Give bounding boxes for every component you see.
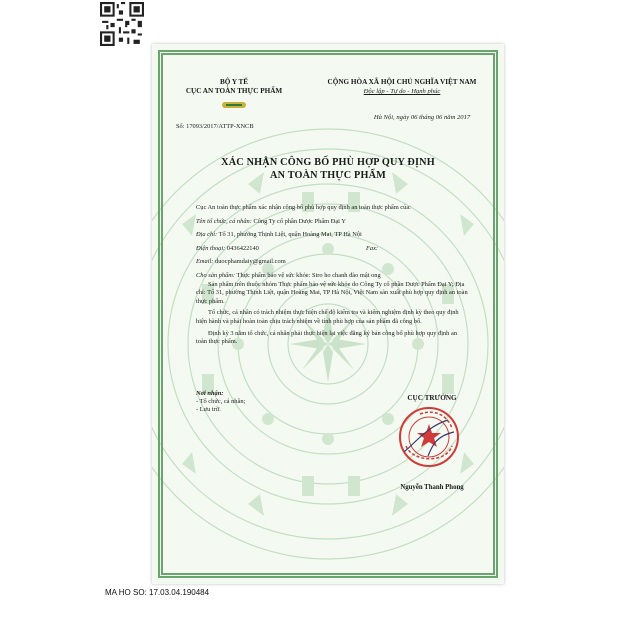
ministry-name: BỘ Y TẾ — [219, 78, 249, 86]
country-name: CỘNG HÒA XÃ HỘI CHỦ NGHĨA VIỆT NAM — [327, 78, 477, 86]
qr-code-icon — [100, 2, 144, 46]
email-value: duocphamdaiy@gmail.com — [215, 258, 286, 266]
paragraph-3: Định kỳ 3 năm tổ chức, cá nhân phải thực hiện lại việc đăng ký bản công bố phù hợp quy định an toàn thực phẩm. — [196, 329, 458, 346]
vfa-logo-icon — [220, 101, 248, 109]
product-value: Thực phẩm bảo vệ sức khỏe: Siro ho chanh đào mật ong — [236, 271, 381, 279]
department-name: CỤC AN TOÀN THỰC PHẨM — [185, 87, 283, 95]
signer-title: CỤC TRƯỞNG — [407, 394, 457, 402]
paragraph-2: Tổ chức, cá nhân có trách nhiệm thực hiện chế độ kiểm tra và kiểm nghiệm định kỳ theo quy định hiện hành và phải hoàn toàn chịu trách nhiệm về tính phù hợp của sản phẩm đã công bố. — [196, 309, 459, 325]
fax-label: Fax: — [366, 244, 379, 252]
phone-label: Điện thoại: — [196, 244, 226, 252]
official-seal-icon — [398, 406, 460, 468]
address-value: Tổ 31, phường Thịnh Liệt, quận Hoàng Mai, TP Hà Nội — [218, 231, 362, 239]
nation-header — [312, 78, 492, 96]
org-label: Tên tổ chức, cá nhân: — [196, 217, 252, 225]
phone-value: 0436422140 — [226, 244, 259, 252]
document-number: Số: 17093/2017/ATTP-XNCB — [176, 123, 254, 130]
address-label: Địa chỉ: — [196, 231, 218, 239]
signature-block — [372, 394, 492, 491]
recipient-item: - Lưu trữ. — [196, 406, 221, 414]
national-motto: Độc lập - Tự do - Hạnh phúc — [363, 88, 441, 95]
product-label: Cho sản phẩm: — [196, 271, 236, 279]
org-value: Công Ty cổ phần Dược Phẩm Đại Y — [253, 217, 346, 225]
certificate-document — [152, 44, 504, 584]
issuer-header — [174, 78, 294, 131]
certificate-body — [196, 204, 468, 347]
dossier-code: MA HO SO: 17.03.04.190484 — [105, 588, 210, 597]
recipients-block — [196, 390, 306, 415]
recipient-item: - Tổ chức, cá nhân; — [196, 398, 246, 406]
document-title — [152, 156, 504, 182]
title-line-1: XÁC NHẬN CÔNG BỐ PHÙ HỢP QUY ĐỊNH — [221, 157, 435, 168]
intro-text: Cục An toàn thực phẩm xác nhận công bố phù hợp quy định an toàn thực phẩm của: — [196, 204, 411, 211]
issue-date: Hà Nội, ngày 06 tháng 06 năm 2017 — [373, 114, 471, 121]
paragraph-1: Sản phẩm trên thuộc nhóm Thực phẩm bảo vệ sức khỏe do Công Ty cổ phần Dược Phẩm Đại Y; Địa chỉ: Tổ 31, phường Thịnh Liệt, quận Hoàng Mai, TP Hà Nội, Việt Nam sản xuất phù hợp quy định an toàn thực phẩm. — [196, 280, 468, 305]
recipients-heading: Nơi nhận: — [196, 390, 224, 397]
email-label: Email: — [196, 258, 214, 266]
signer-name: Nguyễn Thanh Phong — [400, 484, 464, 491]
title-line-2: AN TOÀN THỰC PHẨM — [270, 170, 386, 181]
